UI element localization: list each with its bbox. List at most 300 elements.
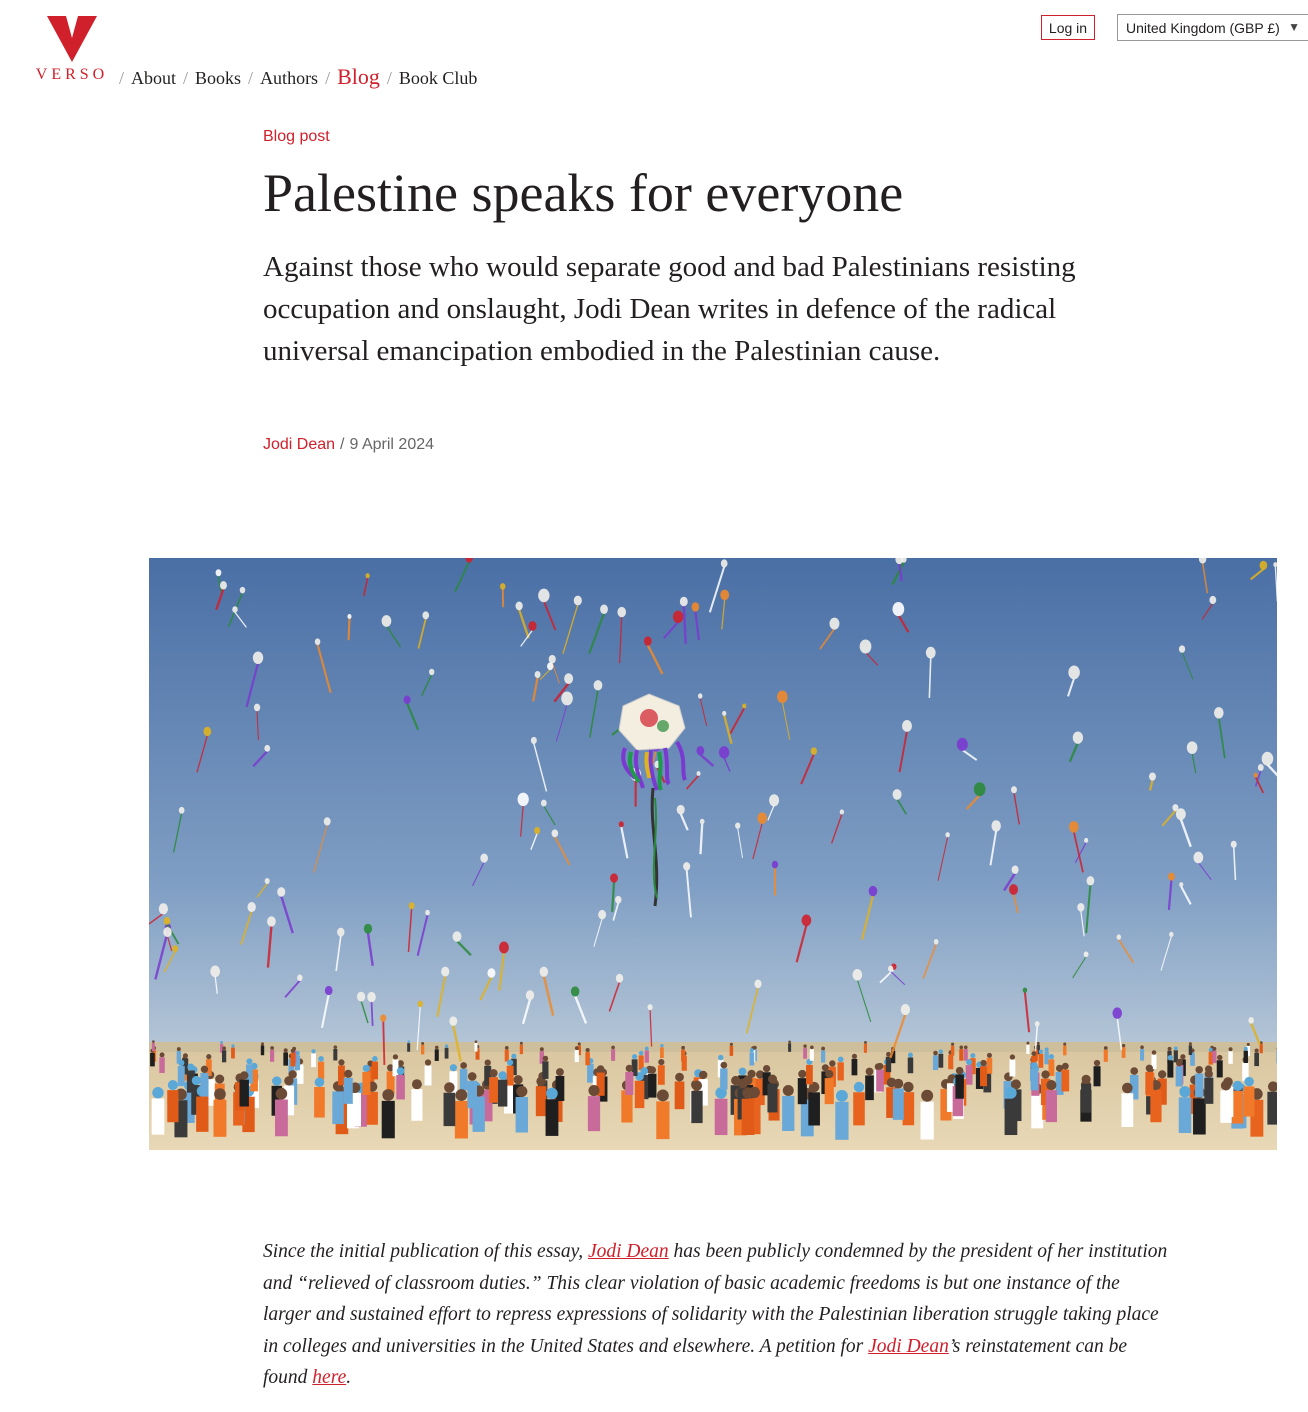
person bbox=[853, 1092, 865, 1125]
person bbox=[1195, 1074, 1203, 1098]
person bbox=[275, 1100, 288, 1137]
person bbox=[159, 1057, 164, 1073]
person bbox=[240, 1080, 249, 1107]
person-head bbox=[460, 1062, 467, 1069]
person bbox=[1122, 1047, 1126, 1058]
person-head bbox=[1140, 1045, 1144, 1049]
person-head bbox=[980, 1060, 986, 1066]
person-head bbox=[1233, 1081, 1243, 1091]
person-head bbox=[675, 1073, 684, 1082]
person-head bbox=[1174, 1046, 1178, 1050]
person bbox=[966, 1065, 973, 1085]
person bbox=[505, 1050, 509, 1062]
person-head bbox=[803, 1044, 806, 1047]
author-link-inline[interactable]: Jodi Dean bbox=[587, 1241, 669, 1262]
person bbox=[959, 1049, 963, 1061]
person-head bbox=[768, 1075, 777, 1084]
person-head bbox=[272, 1076, 281, 1085]
person bbox=[681, 1050, 685, 1062]
person-head bbox=[315, 1077, 325, 1087]
person bbox=[1276, 1051, 1277, 1063]
person-head bbox=[382, 1089, 394, 1101]
person bbox=[150, 1053, 155, 1066]
person-head bbox=[1049, 1054, 1054, 1059]
article-title: Palestine speaks for everyone bbox=[263, 163, 904, 223]
person bbox=[1145, 1072, 1153, 1095]
triangle-down-icon: ▼ bbox=[1288, 20, 1300, 34]
person-head bbox=[1082, 1075, 1091, 1084]
person bbox=[621, 1090, 632, 1122]
person bbox=[516, 1097, 528, 1133]
person-head bbox=[445, 1044, 448, 1047]
person-head bbox=[1221, 1080, 1231, 1090]
person-head bbox=[192, 1076, 201, 1085]
author-link-inline[interactable]: Jodi Dean bbox=[868, 1335, 949, 1357]
person bbox=[455, 1101, 468, 1138]
person bbox=[1228, 1051, 1232, 1064]
person-head bbox=[546, 1088, 558, 1100]
person bbox=[1167, 1060, 1173, 1077]
login-button[interactable]: Log in bbox=[1041, 15, 1095, 40]
nav-separator: / bbox=[248, 68, 254, 88]
person bbox=[407, 1043, 410, 1052]
person-head bbox=[490, 1069, 498, 1077]
article-byline bbox=[263, 436, 434, 454]
person-head bbox=[412, 1079, 422, 1089]
person bbox=[1179, 1097, 1191, 1133]
person bbox=[435, 1049, 439, 1061]
person bbox=[838, 1062, 844, 1080]
person-head bbox=[959, 1045, 963, 1049]
person bbox=[467, 1081, 477, 1108]
person-head bbox=[681, 1046, 685, 1050]
person-head bbox=[810, 1045, 814, 1049]
person bbox=[362, 1072, 370, 1095]
person-head bbox=[1045, 1048, 1049, 1052]
person bbox=[798, 1078, 807, 1104]
person bbox=[1267, 1092, 1277, 1125]
person-head bbox=[178, 1060, 184, 1066]
person bbox=[372, 1062, 378, 1080]
person-head bbox=[338, 1059, 344, 1065]
person-head bbox=[511, 1054, 516, 1059]
intro-text: Since the initial publication of this essay, bbox=[263, 1241, 588, 1262]
person-head bbox=[201, 1066, 208, 1073]
person bbox=[886, 1057, 891, 1072]
logo-wordmark: VERSO bbox=[35, 66, 109, 83]
person bbox=[921, 1102, 934, 1140]
person-head bbox=[425, 1059, 431, 1065]
person-head bbox=[398, 1060, 404, 1066]
intro-text: . bbox=[346, 1367, 352, 1388]
person-head bbox=[485, 1060, 491, 1066]
person-head bbox=[783, 1085, 794, 1096]
person bbox=[231, 1048, 235, 1059]
person-head bbox=[939, 1049, 943, 1053]
person-head bbox=[520, 1042, 523, 1045]
person bbox=[1260, 1044, 1263, 1053]
person bbox=[425, 1066, 432, 1086]
person-head bbox=[750, 1048, 754, 1052]
person bbox=[283, 1052, 288, 1065]
person bbox=[938, 1054, 943, 1068]
person-head bbox=[407, 1040, 410, 1043]
person bbox=[951, 1046, 954, 1056]
person-head bbox=[540, 1047, 544, 1051]
person bbox=[803, 1048, 807, 1059]
person bbox=[222, 1050, 226, 1062]
person-head bbox=[468, 1072, 477, 1081]
person bbox=[520, 1045, 523, 1054]
person-head bbox=[276, 1088, 288, 1100]
person-head bbox=[397, 1067, 405, 1075]
person-head bbox=[864, 1041, 867, 1044]
author-link[interactable]: Jodi Dean bbox=[263, 436, 336, 453]
person bbox=[588, 1096, 600, 1131]
person-head bbox=[435, 1046, 439, 1050]
person-head bbox=[231, 1044, 234, 1047]
person-head bbox=[742, 1087, 753, 1098]
person bbox=[270, 1050, 274, 1062]
person bbox=[658, 1065, 665, 1085]
person-head bbox=[220, 1041, 223, 1044]
person-head bbox=[505, 1046, 509, 1050]
person bbox=[213, 1100, 226, 1137]
person-head bbox=[657, 1090, 669, 1102]
person-head bbox=[838, 1057, 844, 1063]
person-head bbox=[344, 1070, 352, 1078]
person-head bbox=[720, 1062, 727, 1069]
person-head bbox=[261, 1042, 264, 1045]
person bbox=[152, 1098, 165, 1134]
person-head bbox=[903, 1082, 913, 1092]
person-head bbox=[575, 1046, 579, 1050]
person-head bbox=[597, 1065, 604, 1072]
person bbox=[444, 1093, 456, 1126]
person bbox=[1176, 1066, 1183, 1086]
person-head bbox=[1094, 1060, 1100, 1066]
person-head bbox=[160, 1052, 165, 1057]
article-date: 9 April 2024 bbox=[349, 436, 435, 453]
person-head bbox=[1039, 1049, 1043, 1053]
person bbox=[782, 1096, 794, 1131]
person bbox=[821, 1050, 825, 1062]
person bbox=[675, 1081, 685, 1109]
person-head bbox=[956, 1067, 964, 1075]
person bbox=[1254, 1053, 1259, 1066]
person-head bbox=[658, 1059, 664, 1065]
person-head bbox=[1046, 1080, 1056, 1090]
person bbox=[980, 1066, 987, 1086]
person bbox=[178, 1066, 185, 1086]
person bbox=[864, 1044, 867, 1053]
person-head bbox=[246, 1058, 252, 1064]
person bbox=[715, 1099, 728, 1135]
person bbox=[1046, 1090, 1057, 1122]
person bbox=[1026, 1045, 1029, 1054]
person-head bbox=[611, 1046, 615, 1050]
person bbox=[421, 1045, 424, 1054]
person-head bbox=[866, 1068, 874, 1076]
person bbox=[645, 1050, 649, 1062]
person-head bbox=[1255, 1049, 1259, 1053]
person-head bbox=[514, 1075, 523, 1084]
intro-text: ’s reinstatement can be found bbox=[263, 1335, 1128, 1388]
person-head bbox=[854, 1082, 864, 1092]
person-head bbox=[699, 1071, 707, 1079]
person-head bbox=[852, 1054, 857, 1059]
person bbox=[366, 1092, 378, 1125]
person-head bbox=[556, 1068, 564, 1076]
person bbox=[810, 1049, 814, 1061]
person-head bbox=[586, 1048, 590, 1052]
person bbox=[648, 1074, 656, 1098]
person bbox=[498, 1080, 507, 1107]
person bbox=[656, 1101, 669, 1139]
person-head bbox=[475, 1040, 478, 1043]
person bbox=[542, 1061, 548, 1079]
person-head bbox=[206, 1054, 211, 1059]
person-head bbox=[921, 1090, 933, 1102]
kites-photo bbox=[149, 558, 1277, 1150]
person-head bbox=[933, 1051, 938, 1056]
person-head bbox=[214, 1088, 226, 1100]
person-head bbox=[821, 1047, 825, 1051]
person-head bbox=[738, 1079, 748, 1089]
person-head bbox=[1176, 1060, 1182, 1066]
person-head bbox=[1195, 1066, 1202, 1073]
petition-link[interactable]: here bbox=[312, 1367, 347, 1388]
person-head bbox=[284, 1048, 288, 1052]
person-head bbox=[1168, 1055, 1173, 1060]
person bbox=[587, 1064, 594, 1083]
nav-item-book-club[interactable]: Book Club bbox=[398, 68, 478, 88]
person bbox=[1189, 1045, 1192, 1055]
person-head bbox=[908, 1053, 913, 1058]
person bbox=[536, 1086, 547, 1116]
person-head bbox=[836, 1090, 848, 1102]
person-head bbox=[363, 1065, 370, 1072]
person-head bbox=[498, 1071, 506, 1079]
person bbox=[556, 1076, 565, 1101]
person-head bbox=[215, 1075, 224, 1084]
person-head bbox=[798, 1070, 806, 1078]
person-head bbox=[152, 1040, 155, 1043]
person-head bbox=[183, 1053, 188, 1058]
person bbox=[611, 1049, 615, 1061]
person-head bbox=[152, 1087, 163, 1098]
person bbox=[1104, 1050, 1108, 1062]
nav-item-about[interactable]: About bbox=[131, 68, 177, 88]
person bbox=[948, 1055, 953, 1069]
person bbox=[585, 1052, 590, 1065]
person bbox=[393, 1059, 399, 1076]
verso-v-icon bbox=[47, 14, 97, 62]
person bbox=[1150, 1090, 1161, 1122]
person-head bbox=[951, 1043, 954, 1046]
person bbox=[311, 1053, 316, 1067]
person-head bbox=[1063, 1042, 1066, 1045]
article-intro bbox=[263, 1236, 1168, 1394]
person bbox=[1140, 1049, 1144, 1061]
person-head bbox=[1130, 1067, 1138, 1075]
person-head bbox=[334, 1045, 338, 1049]
person bbox=[1220, 1091, 1231, 1123]
person bbox=[507, 1066, 514, 1086]
person bbox=[835, 1102, 848, 1140]
person-head bbox=[1010, 1054, 1015, 1059]
person-head bbox=[825, 1070, 833, 1078]
person-head bbox=[829, 1060, 835, 1066]
nav-item-books[interactable]: Books bbox=[195, 68, 242, 88]
person-head bbox=[177, 1047, 181, 1051]
person-head bbox=[1179, 1086, 1190, 1097]
person bbox=[955, 1074, 963, 1098]
person bbox=[1204, 1078, 1213, 1104]
person bbox=[908, 1057, 914, 1073]
person bbox=[1005, 1099, 1018, 1135]
person-head bbox=[1005, 1087, 1016, 1098]
person-head bbox=[1189, 1042, 1192, 1045]
person-head bbox=[444, 1082, 455, 1093]
person-head bbox=[987, 1053, 992, 1058]
person-head bbox=[1031, 1062, 1038, 1069]
person bbox=[396, 1075, 405, 1099]
person-head bbox=[318, 1056, 324, 1062]
person-head bbox=[240, 1071, 248, 1079]
person bbox=[546, 1099, 559, 1136]
person-head bbox=[692, 1081, 702, 1091]
person bbox=[742, 1099, 755, 1135]
person bbox=[445, 1048, 449, 1059]
person bbox=[167, 1090, 178, 1122]
person-head bbox=[222, 1046, 226, 1050]
person bbox=[1031, 1069, 1039, 1090]
person bbox=[291, 1053, 296, 1066]
nav-item-authors[interactable]: Authors bbox=[260, 68, 319, 88]
person-head bbox=[187, 1063, 194, 1070]
person-head bbox=[372, 1056, 378, 1062]
nav-separator: / bbox=[325, 68, 331, 88]
person bbox=[806, 1065, 813, 1084]
verso-logo[interactable] bbox=[34, 14, 110, 84]
person-head bbox=[970, 1053, 975, 1058]
person bbox=[333, 1049, 337, 1060]
person-head bbox=[763, 1065, 770, 1072]
person bbox=[1081, 1084, 1091, 1113]
hero-image bbox=[149, 558, 1277, 1150]
region-select[interactable] bbox=[1117, 14, 1308, 41]
person bbox=[382, 1101, 395, 1138]
person bbox=[1244, 1086, 1255, 1116]
person bbox=[720, 1068, 727, 1089]
person-head bbox=[1026, 1042, 1029, 1045]
person-head bbox=[730, 1043, 733, 1046]
person bbox=[575, 1050, 579, 1062]
person-head bbox=[739, 1068, 747, 1076]
person bbox=[1232, 1091, 1243, 1124]
primary-nav bbox=[112, 64, 477, 90]
person-head bbox=[626, 1065, 633, 1072]
person-head bbox=[1146, 1065, 1153, 1072]
person bbox=[933, 1055, 938, 1070]
person bbox=[893, 1089, 904, 1120]
person-head bbox=[1217, 1055, 1222, 1060]
person-head bbox=[168, 1080, 178, 1090]
person bbox=[730, 1046, 733, 1056]
person bbox=[825, 1078, 834, 1104]
person-head bbox=[649, 1066, 657, 1074]
person bbox=[1244, 1051, 1248, 1063]
person-head bbox=[1180, 1054, 1185, 1059]
person bbox=[750, 1052, 755, 1065]
person-head bbox=[543, 1056, 549, 1062]
person bbox=[660, 1047, 664, 1058]
person-head bbox=[1037, 1042, 1040, 1045]
person-head bbox=[393, 1054, 398, 1059]
intro-text: has been publicly condemned by the president of her institution and “relieved of classroom duties.” This clear violation of basic academic freedoms is but one instance of the larger and sustained effort to repress expressions of solidarity with the Palestinian liberation struggle taking place in colleges and universities in the United States and elsewhere. A petition for bbox=[263, 1241, 1168, 1357]
person bbox=[903, 1092, 915, 1125]
person-head bbox=[455, 1089, 467, 1101]
person bbox=[1009, 1060, 1015, 1077]
person-head bbox=[1158, 1070, 1166, 1078]
person bbox=[1038, 1054, 1043, 1068]
person-head bbox=[421, 1042, 424, 1045]
person-head bbox=[1244, 1077, 1254, 1087]
person-head bbox=[1229, 1047, 1233, 1051]
byline-separator: / bbox=[340, 436, 345, 453]
person-head bbox=[632, 1054, 637, 1059]
person bbox=[1044, 1052, 1048, 1065]
region-select-label: United Kingdom (GBP £) bbox=[1126, 19, 1280, 36]
person-head bbox=[645, 1047, 649, 1051]
person-head bbox=[1041, 1070, 1049, 1078]
person-head bbox=[877, 1063, 884, 1070]
person-head bbox=[1152, 1050, 1157, 1055]
person-head bbox=[964, 1045, 968, 1049]
person-head bbox=[893, 1079, 903, 1089]
person-head bbox=[788, 1041, 791, 1044]
person bbox=[865, 1075, 874, 1100]
person-head bbox=[516, 1086, 527, 1097]
person-head bbox=[1122, 1083, 1133, 1094]
person-head bbox=[1104, 1046, 1108, 1050]
person bbox=[344, 1078, 353, 1104]
person bbox=[314, 1087, 325, 1118]
person bbox=[1094, 1066, 1101, 1086]
person-head bbox=[450, 1064, 457, 1071]
person bbox=[1212, 1051, 1216, 1063]
person-head bbox=[1205, 1070, 1213, 1078]
article-kicker: Blog post bbox=[263, 128, 330, 145]
person bbox=[460, 1069, 468, 1090]
person-head bbox=[1031, 1051, 1036, 1056]
person-head bbox=[311, 1049, 315, 1053]
nav-separator: / bbox=[119, 68, 125, 88]
person bbox=[788, 1043, 791, 1052]
person-head bbox=[588, 1085, 599, 1096]
nav-item-blog[interactable]: Blog bbox=[337, 64, 380, 89]
person bbox=[635, 1081, 645, 1108]
person-head bbox=[578, 1042, 581, 1045]
person bbox=[852, 1059, 858, 1075]
person bbox=[808, 1092, 820, 1125]
person bbox=[1217, 1060, 1223, 1077]
person bbox=[332, 1091, 343, 1124]
person-head bbox=[1122, 1044, 1125, 1047]
person-head bbox=[1244, 1047, 1248, 1051]
person bbox=[625, 1072, 633, 1095]
